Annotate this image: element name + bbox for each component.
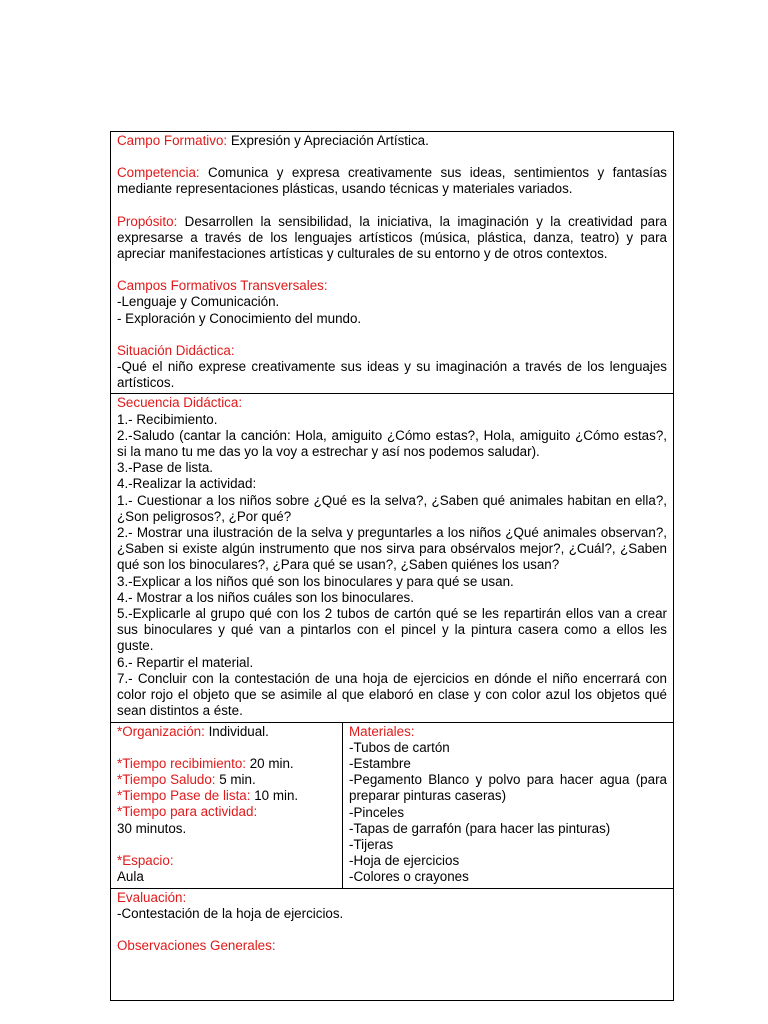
transversales-item: - Exploración y Conocimiento del mundo. <box>117 310 362 326</box>
proposito-value: Desarrollen la sensibilidad, la iniciativa, la imaginación y la creatividad para expresarse a través de los lenguajes artísticos (música, plástica, danza, teatro) y para apreciar manifestaciones artísticas y culturales de su entorno y de otros contextos. <box>117 213 667 262</box>
secuencia-line: 5.-Explicarle al grupo qué con los 2 tubos de cartón qué se les repartirán ellos van a crear sus binoculares y qué van a pintarlos con el pincel y la pintura casera como a ellos les guste. <box>117 606 667 654</box>
materiales-item: -Pegamento Blanco y polvo para hacer agua (para preparar pinturas caseras) <box>349 772 667 804</box>
tiempo-actividad-value: 30 minutos. <box>117 820 187 836</box>
organizacion-label: *Organización: <box>117 723 205 739</box>
lesson-plan-table <box>110 131 674 1001</box>
proposito-label: Propósito: <box>117 213 178 229</box>
campo-formativo <box>117 133 667 149</box>
secuencia-line: 1.- Cuestionar a los niños sobre ¿Qué es la selva?, ¿Saben qué animales habitan en ella?, ¿Son peligrosos?, ¿Por qué? <box>117 492 667 524</box>
tiempo-actividad-label: *Tiempo para actividad: <box>117 804 258 820</box>
secuencia-line: 3.-Explicar a los niños qué son los binoculares y para qué se usan. <box>117 573 514 589</box>
evaluacion-section <box>111 889 673 1000</box>
organizacion-materiales-section <box>111 723 673 889</box>
secuencia-line: 6.- Repartir el material. <box>117 654 254 670</box>
secuencia-line: 4.-Realizar la actividad: <box>117 476 257 492</box>
tiempo-saludo <box>117 772 336 788</box>
secuencia-section <box>111 394 673 722</box>
campo-formativo-label: Campo Formativo: <box>117 133 228 148</box>
transversales-item: -Lenguaje y Comunicación. <box>117 294 280 310</box>
situacion-value: -Qué el niño exprese creativamente sus ideas y su imaginación a través de los lenguajes artísticos. <box>117 359 667 391</box>
organizacion-value: Individual. <box>204 723 269 739</box>
tiempo-recibimiento <box>117 756 336 772</box>
materiales-item: -Estambre <box>349 755 411 771</box>
situacion-label: Situación Didáctica: <box>117 342 235 358</box>
materiales-item: -Pinceles <box>349 804 405 820</box>
tiempo-pase-label: *Tiempo Pase de lista: <box>117 788 251 804</box>
competencia-value: Comunica y expresa creativamente sus ideas, sentimientos y fantasías mediante representaciones plásticas, usando técnicas y materiales variados. <box>117 165 667 197</box>
organizacion <box>117 724 336 740</box>
espacio-value: Aula <box>117 868 144 884</box>
materiales-item: -Colores o crayones <box>349 869 469 885</box>
tiempo-saludo-value: 5 min. <box>215 771 256 787</box>
observaciones-label: Observaciones Generales: <box>117 937 276 953</box>
espacio-label: *Espacio: <box>117 852 174 868</box>
competencia <box>117 165 667 197</box>
tiempo-saludo-label: *Tiempo Saludo: <box>117 771 216 787</box>
materiales-item: -Tubos de cartón <box>349 739 450 755</box>
tiempo-recibimiento-value: 20 min. <box>246 755 294 771</box>
secuencia-line: 2.- Mostrar una ilustración de la selva y preguntarles a los niños ¿Qué animales observan?, ¿Saben si existe algún instrumento que nos sirva para obsérvalos mejor?, ¿Cuál?, ¿Saben qué son los binoculares?, ¿Para qué se usan?, ¿Saben quiénes los usan? <box>117 525 667 573</box>
tiempo-pase <box>117 788 336 804</box>
header-section <box>111 132 673 394</box>
secuencia-line: 7.- Concluir con la contestación de una hoja de ejercicios en dónde el niño encerrará con color rojo el objeto que se asimile al que elaboró en clase y con color azul los objetos qué sean distintos a éste. <box>117 670 667 719</box>
secuencia-line: 2.-Saludo (cantar la canción: Hola, amiguito ¿Cómo estas?, Hola, amiguito ¿Cómo estas?, si la mano tu me das yo la voy a estrechar y así nos podemos saludar). <box>117 427 667 460</box>
materiales-item: -Hoja de ejercicios <box>349 853 460 869</box>
evaluacion-value: -Contestación de la hoja de ejercicios. <box>117 905 344 921</box>
materiales-cell <box>343 723 673 888</box>
secuencia-line: 1.- Recibimiento. <box>117 411 218 427</box>
competencia-label: Competencia: <box>117 165 200 181</box>
secuencia-label: Secuencia Didáctica: <box>117 395 243 411</box>
secuencia-line: 3.-Pase de lista. <box>117 460 214 476</box>
organizacion-cell <box>111 723 343 888</box>
materiales-item: -Tijeras <box>349 836 394 852</box>
campo-formativo-value: Expresión y Apreciación Artística. <box>227 133 429 148</box>
tiempo-pase-value: 10 min. <box>250 788 299 804</box>
transversales-label: Campos Formativos Transversales: <box>117 278 328 294</box>
materiales-item: -Tapas de garrafón (para hacer las pinturas) <box>349 820 611 836</box>
materiales-label: Materiales: <box>349 723 415 739</box>
evaluacion-label: Evaluación: <box>117 889 187 905</box>
tiempo-recibimiento-label: *Tiempo recibimiento: <box>117 755 246 771</box>
secuencia-line: 4.- Mostrar a los niños cuáles son los binoculares. <box>117 589 414 605</box>
proposito <box>117 214 667 263</box>
